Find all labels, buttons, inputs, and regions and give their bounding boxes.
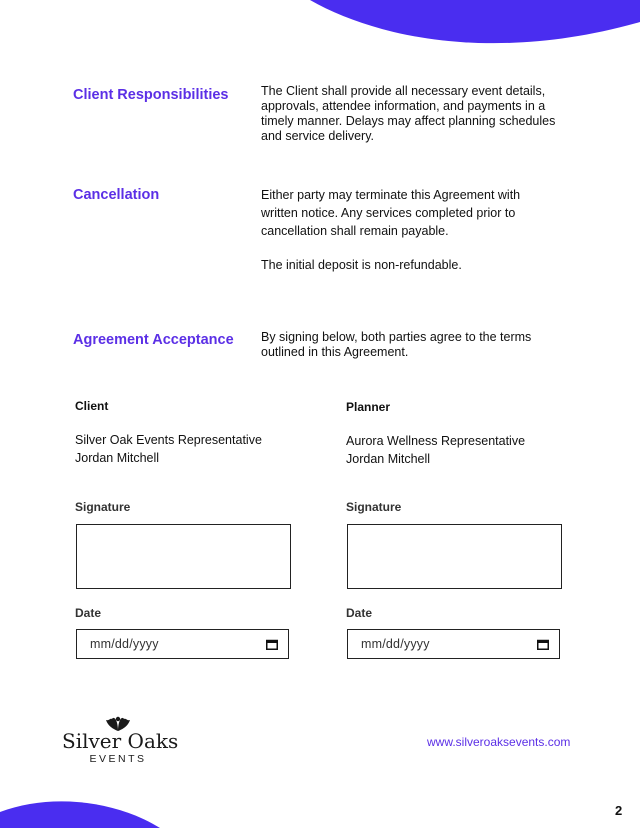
client-signature-label: Signature	[75, 500, 131, 514]
client-responsibilities-title: Client Responsibilities	[73, 87, 229, 103]
cancellation-body	[261, 186, 571, 240]
agreement-acceptance-body	[261, 330, 571, 360]
client-signature-field[interactable]	[76, 524, 291, 589]
client-responsibilities-body	[261, 84, 571, 144]
planner-date-input[interactable]	[347, 629, 560, 659]
calendar-icon[interactable]	[537, 639, 549, 650]
agreement-acceptance-title: Agreement Acceptance	[73, 332, 234, 348]
website-link[interactable]: www.silveroaksevents.com	[427, 735, 571, 749]
logo-name: Silver Oaks	[62, 729, 179, 753]
planner-heading: Planner	[346, 400, 391, 414]
agreement-acceptance-text: By signing below, both parties agree to the terms outlined in this Agreement.	[261, 330, 532, 359]
client-heading: Client	[75, 399, 109, 413]
cancellation-note: The initial deposit is non-refundable.	[261, 258, 462, 272]
client-responsibilities-text: The Client shall provide all necessary event details, approvals, attendee information, and payments in a timely manner. Delays may affect planning schedules and service delivery.	[261, 84, 556, 143]
page-number: 2	[615, 803, 623, 818]
planner-organization: Aurora Wellness Representative	[346, 434, 526, 448]
client-date-label: Date	[75, 606, 102, 620]
client-date-placeholder: mm/dd/yyyy	[90, 637, 159, 651]
client-name: Jordan Mitchell	[75, 451, 160, 465]
cancellation-line: Either party may terminate this Agreement with	[261, 188, 521, 202]
client-date-input[interactable]	[76, 629, 289, 659]
logo-subtitle: EVENTS	[89, 753, 147, 765]
cancellation-line: written notice. Any services completed prior to	[261, 206, 516, 220]
planner-name: Jordan Mitchell	[346, 452, 431, 466]
cancellation-title: Cancellation	[73, 187, 160, 203]
planner-signature-field[interactable]	[347, 524, 562, 589]
client-organization: Silver Oak Events Representative	[75, 433, 262, 447]
calendar-icon[interactable]	[266, 639, 278, 650]
bottom-wave	[0, 801, 160, 828]
planner-date-label: Date	[346, 606, 373, 620]
planner-signature-label: Signature	[346, 500, 402, 514]
silver-oaks-logo	[62, 715, 179, 767]
cancellation-line: cancellation shall remain payable.	[261, 224, 449, 238]
top-wave	[310, 0, 640, 43]
planner-date-placeholder: mm/dd/yyyy	[361, 637, 430, 651]
